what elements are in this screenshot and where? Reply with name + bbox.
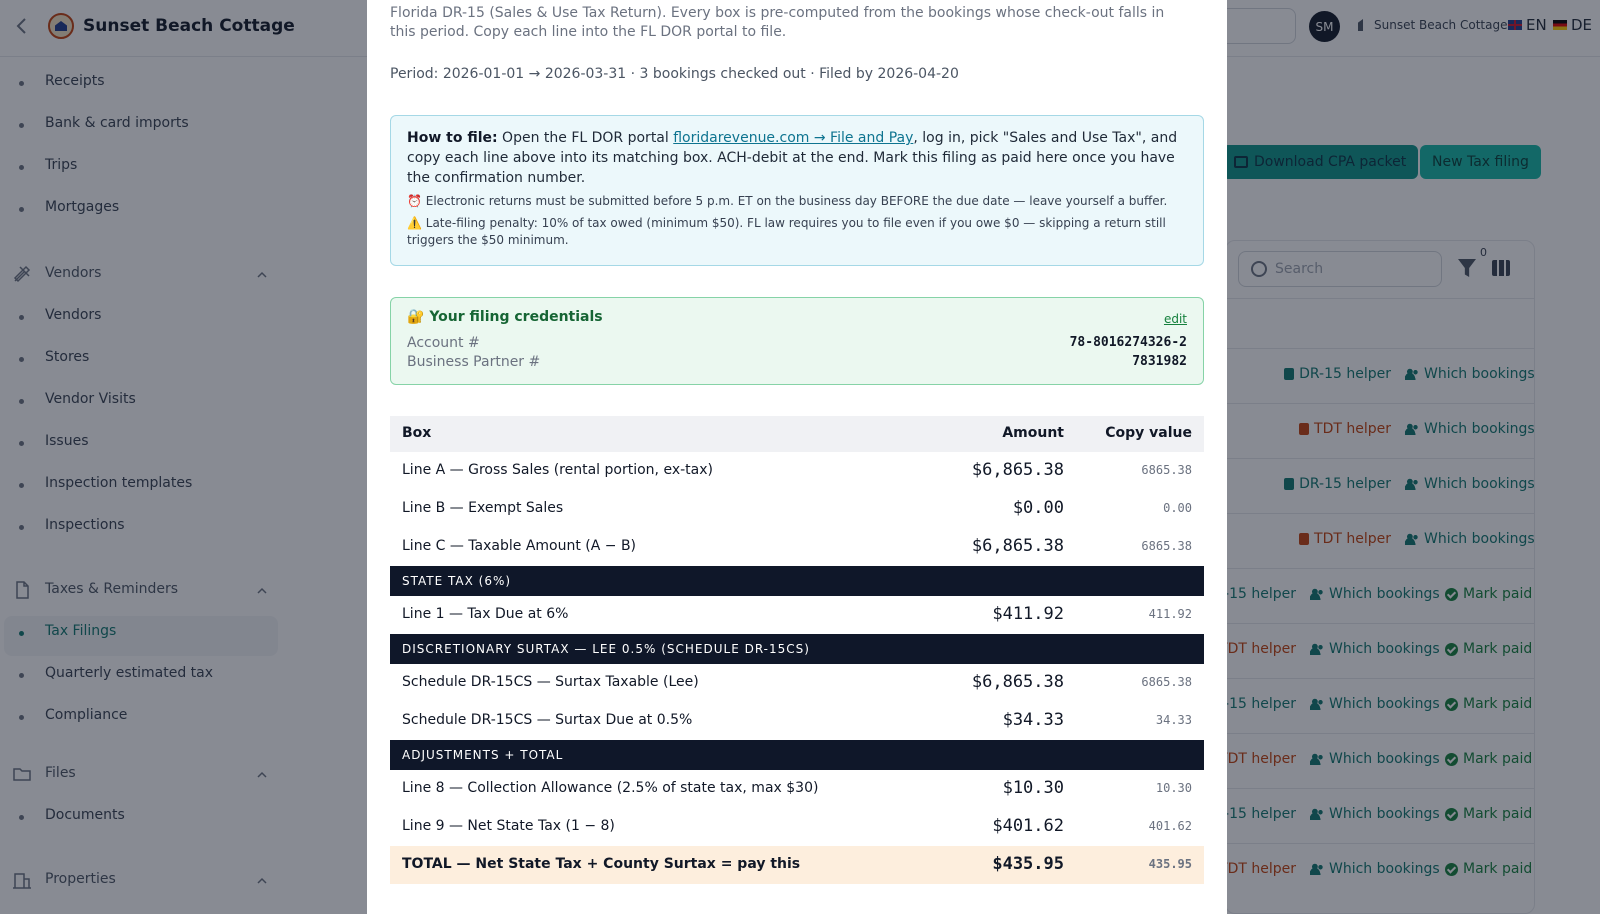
table-row (390, 528, 1204, 566)
business-partner-row (407, 354, 1187, 370)
row-copy-value[interactable]: 6865.38 (1141, 463, 1192, 477)
account-row (407, 335, 1187, 351)
row-copy-value[interactable]: 34.33 (1155, 713, 1192, 727)
account-label: Account # (407, 335, 480, 351)
how-to-file-text2: , log in, pick "Sales and Use Tax", and copy each line above into its matching box. ACH-debit at the end. Mark this filing as paid here once you have the confirmation number. (407, 130, 1178, 186)
row-amount: $6,865.38 (971, 536, 1064, 556)
total-amount: $435.95 (992, 854, 1064, 874)
row-label: Line 9 — Net State Tax (1 − 8) (402, 818, 615, 834)
dr15-lines-table (390, 416, 1204, 884)
row-label: Schedule DR-15CS — Surtax Due at 0.5% (402, 712, 693, 728)
penalty-note-text: Late-filing penalty: 10% of tax owed (minimum $50). FL law requires you to file even if you owe $0 — skipping a return still triggers the $50 minimum. (407, 216, 1166, 247)
table-row (390, 664, 1204, 702)
deadline-note (407, 193, 1187, 210)
dor-portal-link[interactable]: floridarevenue.com → File and Pay (673, 130, 914, 146)
total-label: TOTAL — Net State Tax + County Surtax = pay this (402, 856, 801, 872)
filing-period: Period: 2026-01-01 → 2026-03-31 · 3 bookings checked out · Filed by 2026-04-20 (390, 66, 959, 82)
how-to-file-text1: Open the FL DOR portal (497, 130, 674, 146)
column-header-amount: Amount (1002, 425, 1064, 441)
account-value: 78-8016274326-2 (1069, 335, 1187, 350)
row-amount: $0.00 (1012, 498, 1064, 518)
table-header (390, 416, 1204, 452)
section-header-adjustments (390, 740, 1204, 770)
row-label: Line 1 — Tax Due at 6% (402, 606, 569, 622)
how-to-file-panel (390, 115, 1204, 266)
credentials-title (407, 309, 1187, 325)
deadline-note-text: Electronic returns must be submitted before 5 p.m. ET on the business day BEFORE the due date — leave yourself a buffer. (421, 194, 1168, 208)
alarm-clock-icon: ⏰ (407, 194, 422, 208)
table-row (390, 702, 1204, 740)
row-amount: $6,865.38 (971, 460, 1064, 480)
how-to-file-lead: How to file: (407, 130, 498, 146)
how-to-file-text (407, 128, 1187, 188)
section-header-state-tax (390, 566, 1204, 596)
column-header-copy: Copy value (1105, 425, 1192, 441)
row-amount: $6,865.38 (971, 672, 1064, 692)
section-title: DISCRETIONARY SURTAX — LEE 0.5% (SCHEDULE DR-15CS) (402, 642, 810, 656)
warning-icon: ⚠️ (407, 216, 422, 230)
dialog-intro: Florida DR-15 (Sales & Use Tax Return). Every box is pre-computed from the bookings whose check-out falls in this period. Copy each line into the FL DOR portal to file. (390, 5, 1165, 40)
table-row (390, 808, 1204, 846)
row-amount: $34.33 (1002, 710, 1064, 730)
lock-icon: 🔐 (407, 309, 425, 325)
business-partner-value: 7831982 (1132, 354, 1187, 369)
filing-credentials-panel (390, 297, 1204, 385)
row-amount: $401.62 (992, 816, 1064, 836)
row-copy-value[interactable]: 401.62 (1148, 819, 1192, 833)
row-label: Line 8 — Collection Allowance (2.5% of state tax, max $30) (402, 780, 819, 796)
row-copy-value[interactable]: 0.00 (1163, 501, 1192, 515)
column-header-box: Box (402, 425, 432, 441)
credentials-title-text: Your filing credentials (429, 309, 603, 325)
row-copy-value[interactable]: 6865.38 (1141, 539, 1192, 553)
row-label: Line C — Taxable Amount (A − B) (402, 538, 637, 554)
row-copy-value[interactable]: 6865.38 (1141, 675, 1192, 689)
row-amount: $10.30 (1002, 778, 1064, 798)
row-label: Schedule DR-15CS — Surtax Taxable (Lee) (402, 674, 699, 690)
section-title: STATE TAX (6%) (402, 574, 512, 588)
row-copy-value[interactable]: 411.92 (1148, 607, 1192, 621)
edit-credentials-link[interactable]: edit (1163, 312, 1187, 326)
row-label: Line B — Exempt Sales (402, 500, 564, 516)
dr15-helper-dialog (367, 0, 1227, 914)
row-amount: $411.92 (992, 604, 1064, 624)
penalty-note (407, 215, 1187, 249)
business-partner-label: Business Partner # (407, 354, 541, 370)
total-copy-value[interactable]: 435.95 (1148, 857, 1192, 871)
table-row (390, 596, 1204, 634)
table-row (390, 490, 1204, 528)
row-label: Line A — Gross Sales (rental portion, ex-tax) (402, 462, 713, 478)
row-copy-value[interactable]: 10.30 (1155, 781, 1192, 795)
section-title: ADJUSTMENTS + TOTAL (402, 748, 564, 762)
total-row (390, 846, 1204, 884)
section-header-surtax (390, 634, 1204, 664)
table-row (390, 452, 1204, 490)
table-row (390, 770, 1204, 808)
